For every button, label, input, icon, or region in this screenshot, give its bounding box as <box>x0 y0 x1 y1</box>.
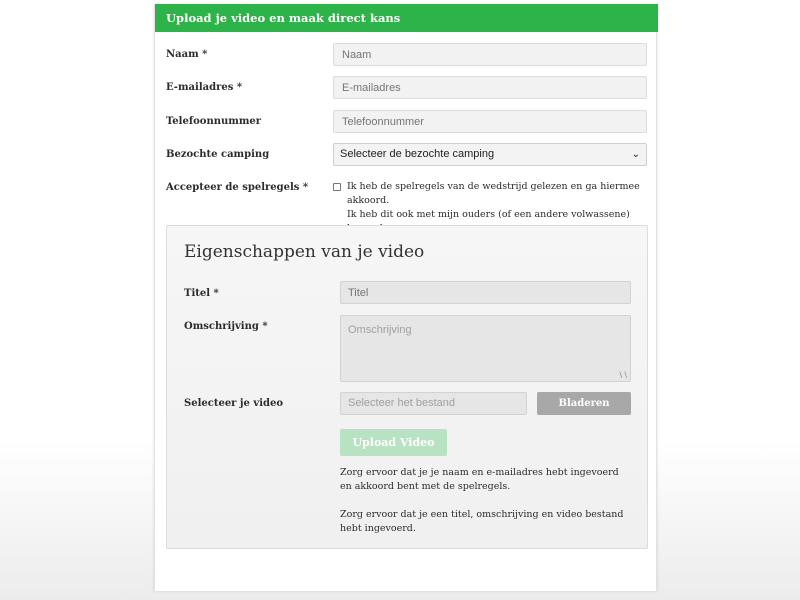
upload-form-card <box>154 4 657 591</box>
phone-input[interactable] <box>333 110 647 133</box>
chevron-down-icon: ⌄ <box>631 149 640 160</box>
camping-label: Bezochte camping <box>166 149 270 160</box>
name-label: Naam * <box>166 49 208 60</box>
video-description-textarea[interactable] <box>340 315 631 382</box>
video-file-label: Selecteer je video <box>184 398 284 409</box>
email-input[interactable] <box>333 76 647 99</box>
requirement-note-2: Zorg ervoor dat je een titel, omschrijving en video bestand hebt ingevoerd. <box>340 509 624 534</box>
camping-select[interactable] <box>333 143 647 166</box>
video-title-input[interactable] <box>340 281 631 304</box>
video-panel-title: Eigenschappen van je video <box>184 242 425 262</box>
browse-button[interactable]: Bladeren <box>537 392 631 415</box>
upload-video-button[interactable]: Upload Video <box>340 429 447 456</box>
rules-label: Accepteer de spelregels * <box>166 182 309 193</box>
requirement-note-1: Zorg ervoor dat je je naam en e-mailadres hebt ingevoerd en akkoord bent met de spelregels. <box>340 467 619 492</box>
resize-handle-icon[interactable]: ∖∖ <box>617 371 628 380</box>
video-properties-panel <box>166 225 648 549</box>
email-label: E-mailadres * <box>166 82 243 93</box>
rules-text-line-2: Ik heb dit ook met mijn ouders (of een andere volwassene) <box>347 209 630 220</box>
video-description-placeholder: Omschrijving <box>348 324 412 336</box>
phone-label: Telefoonnummer <box>166 116 262 127</box>
rules-checkbox[interactable] <box>333 183 341 191</box>
name-input[interactable] <box>333 43 647 66</box>
video-description-label: Omschrijving * <box>184 321 268 332</box>
camping-select-value: Selecteer de bezochte camping <box>340 148 495 160</box>
rules-text-line-1: Ik heb de spelregels van de wedstrijd gelezen en ga hiermee akkoord. <box>347 181 640 206</box>
form-header-title: Upload je video en maak direct kans <box>155 4 658 32</box>
video-title-label: Titel * <box>184 288 219 299</box>
video-file-input[interactable]: Selecteer het bestand <box>340 392 527 415</box>
